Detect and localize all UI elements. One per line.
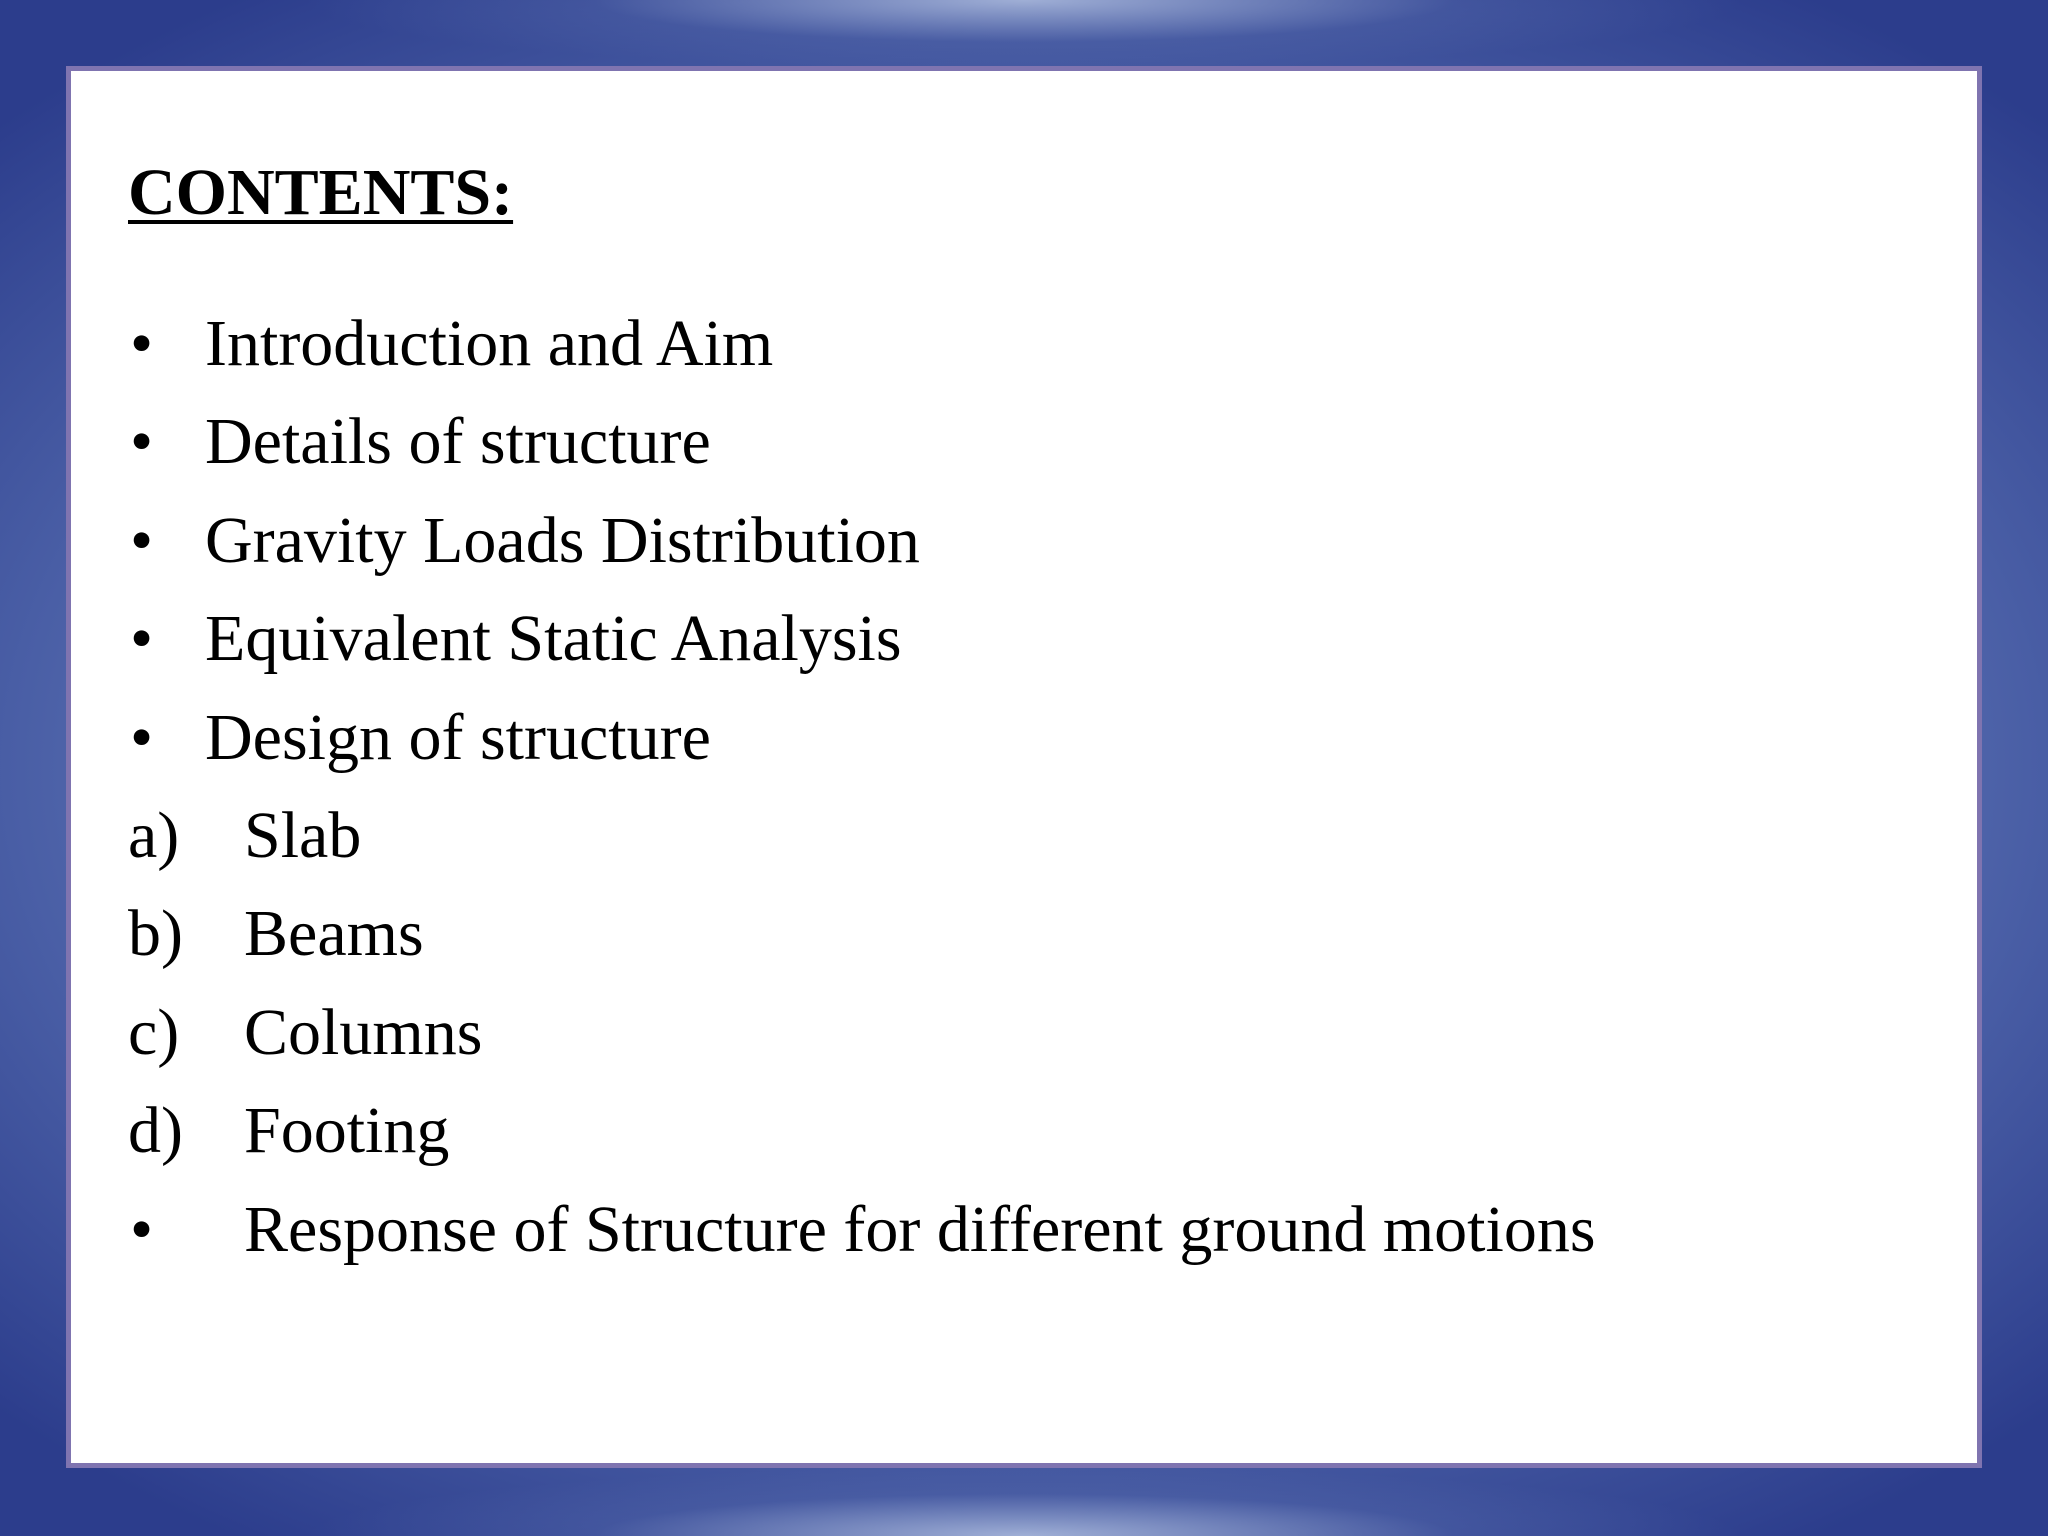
list-item-text: Details of structure — [205, 405, 711, 479]
slide-heading: CONTENTS: — [128, 156, 514, 229]
bullet-marker: • — [130, 602, 154, 676]
bullet-marker: • — [130, 1192, 154, 1266]
list-item-text: Beams — [244, 897, 424, 971]
list-item-text: Response of Structure for different ground motions — [244, 1192, 1596, 1266]
list-item-text: Columns — [244, 995, 483, 1069]
bullet-marker: • — [130, 503, 154, 577]
list-item-text: Design of structure — [205, 700, 711, 774]
bullet-marker: • — [130, 405, 154, 479]
bullet-marker: • — [130, 700, 154, 774]
bullet-marker: • — [130, 307, 154, 380]
letter-marker: a) — [128, 798, 180, 872]
list-item-text: Slab — [244, 798, 362, 872]
letter-marker: d) — [128, 1094, 183, 1168]
letter-marker: b) — [128, 897, 183, 971]
list-item-text: Equivalent Static Analysis — [205, 602, 902, 676]
slide-content-panel — [66, 66, 1982, 1468]
letter-marker: c) — [128, 995, 180, 1069]
list-item-text: Gravity Loads Distribution — [205, 503, 920, 577]
list-item-text: Footing — [244, 1094, 450, 1168]
background-glow-top — [0, 0, 2048, 70]
background-glow-bottom — [0, 1466, 2048, 1536]
list-item-text: Introduction and Aim — [205, 307, 774, 380]
